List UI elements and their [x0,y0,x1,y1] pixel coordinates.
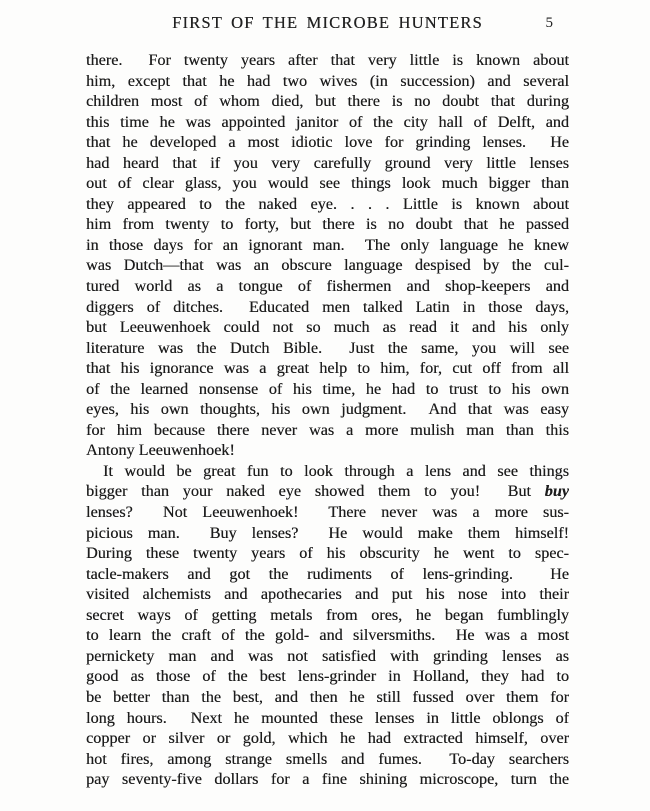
text-line: out of clear glass, you would see things look much bigger than [86,174,569,193]
text-line: but Leeuwenhoek could not so much as read it and his only [86,318,569,337]
text-line: tured world as a tongue of fishermen and shop-keepers and [86,277,569,296]
page-body [86,50,569,790]
text-line: of the learned nonsense of his time, he had to trust to his own [86,379,569,398]
text-segment: bigger than your naked eye showed them to you! But [86,482,545,501]
emphasized-text: buy [544,482,569,501]
text-line: him from twenty to forty, but there is no doubt that he passed [86,215,569,234]
text-line: pernickety man and was not satisfied with grinding lenses as [86,646,569,665]
text-line: lenses? Not Leeuwenhoek! There never was a more sus- [86,503,569,522]
text-line: for him because there never was a more mulish man than this [86,420,569,439]
running-header [86,13,569,35]
text-line: hot fires, among strange smells and fumes. To-day searchers [86,749,569,768]
text-line: picious man. Buy lenses? He would make them himself! [86,523,569,542]
page-number: 5 [545,15,553,31]
text-line: be better than the best, and then he still fussed over them for [86,687,569,706]
text-line: During these twenty years of his obscurity he went to spec- [86,544,569,563]
text-line: long hours. Next he mounted these lenses in little oblongs of [86,708,569,727]
text-line: tacle-makers and got the rudiments of lens-grinding. He [86,564,569,583]
text-line: eyes, his own thoughts, his own judgment. And that was easy [86,400,569,419]
text-line [86,481,569,502]
text-line: It would be great fun to look through a lens and see things [103,461,569,480]
text-line: good as those of the best lens-grinder in Holland, they had to [86,667,569,686]
text-line: they appeared to the naked eye. . . . Little is known about [86,194,569,213]
text-line: him, except that he had two wives (in succession) and several [86,71,569,90]
text-line: literature was the Dutch Bible. Just the same, you will see [86,338,569,357]
text-line: to learn the craft of the gold- and silversmiths. He was a most [86,626,569,645]
text-line: this time he was appointed janitor of the city hall of Delft, and [86,112,569,131]
page-title: FIRST OF THE MICROBE HUNTERS [172,13,483,32]
text-line: Antony Leeuwenhoek! [86,441,235,460]
text-line: visited alchemists and apothecaries and put his nose into their [86,585,569,604]
text-line: was Dutch—that was an obscure language despised by the cul- [86,256,569,275]
text-line: that his ignorance was a great help to him, for, cut off from all [86,359,569,378]
text-line: copper or silver or gold, which he had extracted himself, over [86,729,569,748]
text-line: children most of whom died, but there is no doubt that during [86,92,569,111]
text-line: had heard that if you very carefully ground very little lenses [86,153,569,172]
text-line: pay seventy-five dollars for a fine shining microscope, turn the [86,770,569,789]
text-line: secret ways of getting metals from ores, he began fumblingly [86,605,569,624]
text-line: in those days for an ignorant man. The only language he knew [86,235,569,254]
text-line: diggers of ditches. Educated men talked Latin in those days, [86,297,569,316]
text-line: that he developed a most idiotic love for grinding lenses. He [86,133,569,152]
text-line: there. For twenty years after that very little is known about [86,51,569,69]
